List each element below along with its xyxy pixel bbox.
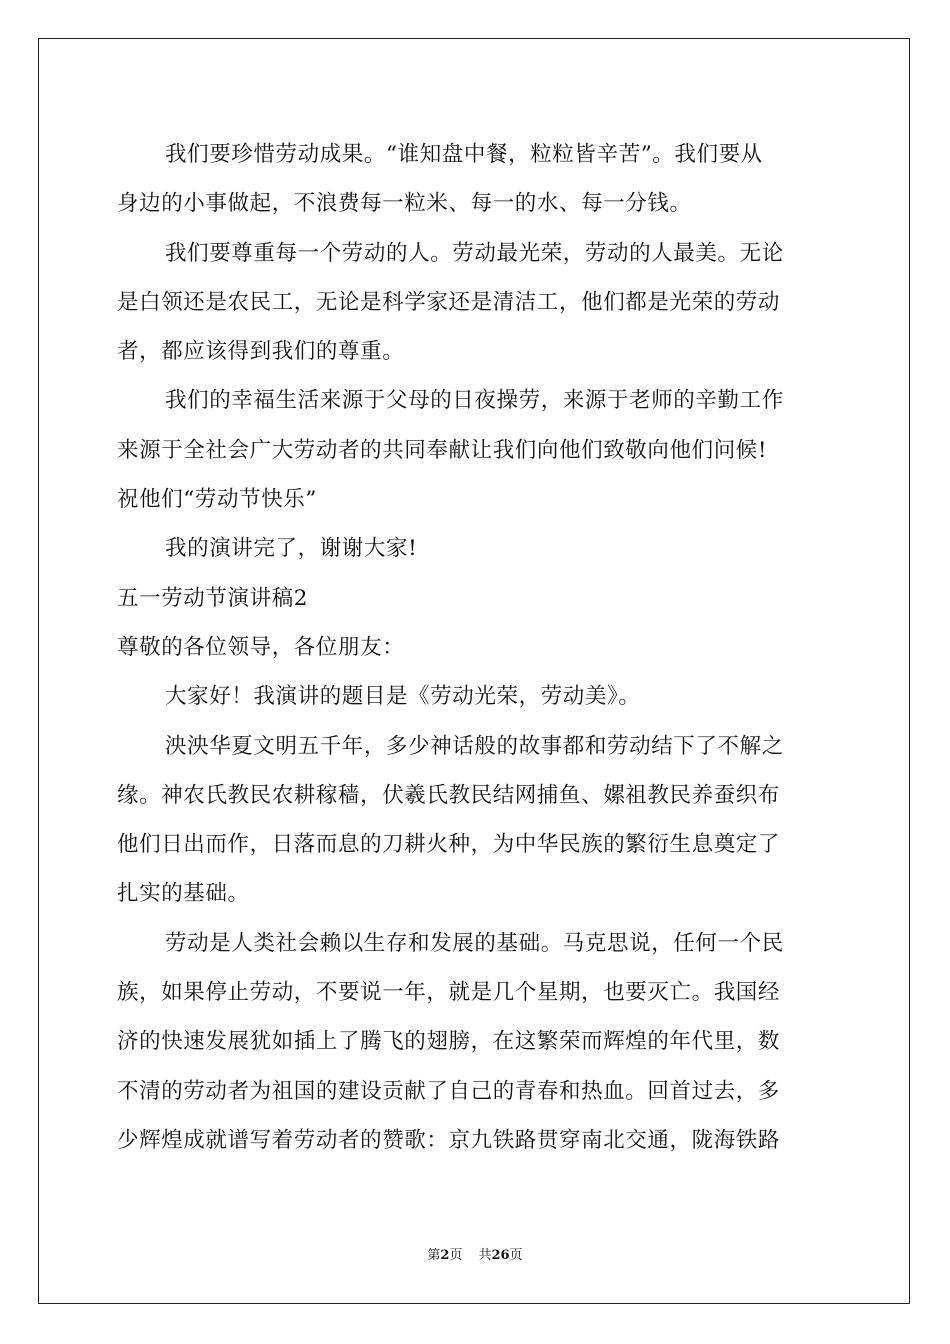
page-suffix: 页 [449, 1248, 463, 1263]
text-line: 我的演讲完了，谢谢大家! [165, 536, 418, 562]
text-line: 他们日出而作，日落而息的刀耕火种，为中华民族的繁衍生息奠定了 [117, 832, 781, 858]
text-line: 少辉煌成就谱写着劳动者的赞歌：京九铁路贯穿南北交通，陇海铁路 [117, 1127, 781, 1153]
text-line: 我们要珍惜劳动成果。“谁知盘中餐，粒粒皆辛苦”。我们要从 [165, 142, 763, 167]
text-line: 祝他们“劳动节快乐” [117, 487, 317, 513]
salutation: 尊敬的各位领导，各位朋友： [117, 634, 405, 660]
text-line: 是白领还是农民工，无论是科学家还是清洁工，他们都是光荣的劳动 [117, 289, 781, 315]
page-prefix: 第 [427, 1248, 441, 1263]
text-line: 族，如果停止劳动，不要说一年，就是几个星期，也要灭亡。我国经 [117, 980, 781, 1006]
text-line: 来源于全社会广大劳动者的共同奉献让我们向他们致敬向他们问候! [117, 437, 768, 463]
text-line: 泱泱华夏文明五千年，多少神话般的故事都和劳动结下了不解之 [165, 733, 784, 759]
text-line: 大家好！我演讲的题目是《劳动光荣，劳动美》。 [165, 684, 641, 710]
document-body [117, 130, 832, 1165]
section-heading: 五一劳动节演讲稿2 [117, 585, 309, 611]
text-line: 身边的小事做起，不浪费每一粒米、每一的水、每一分钱。 [117, 191, 692, 217]
text-line: 缘。神农氏教民农耕稼穑，伏羲氏教民结网捕鱼、嫘祖教民养蚕织布 [117, 782, 781, 808]
text-line: 我们要尊重每一个劳动的人。劳动最光荣，劳动的人最美。无论 [165, 240, 784, 266]
page-footer [0, 1247, 950, 1265]
total-prefix: 共 [478, 1248, 492, 1263]
page-number: 2 [440, 1248, 450, 1263]
total-pages: 26 [491, 1248, 510, 1263]
text-line: 劳动是人类社会赖以生存和发展的基础。马克思说，任何一个民 [165, 930, 784, 956]
text-line: 我们的幸福生活来源于父母的日夜操劳，来源于老师的辛勤工作 [165, 388, 784, 414]
text-line: 不清的劳动者为祖国的建设贡献了自己的青春和热血。回首过去，多 [117, 1078, 781, 1104]
text-line: 济的快速发展犹如插上了腾飞的翅膀，在这繁荣而辉煌的年代里，数 [117, 1029, 781, 1055]
total-suffix: 页 [509, 1248, 523, 1263]
text-line: 者，都应该得到我们的尊重。 [117, 339, 405, 365]
text-line: 扎实的基础。 [117, 881, 250, 907]
